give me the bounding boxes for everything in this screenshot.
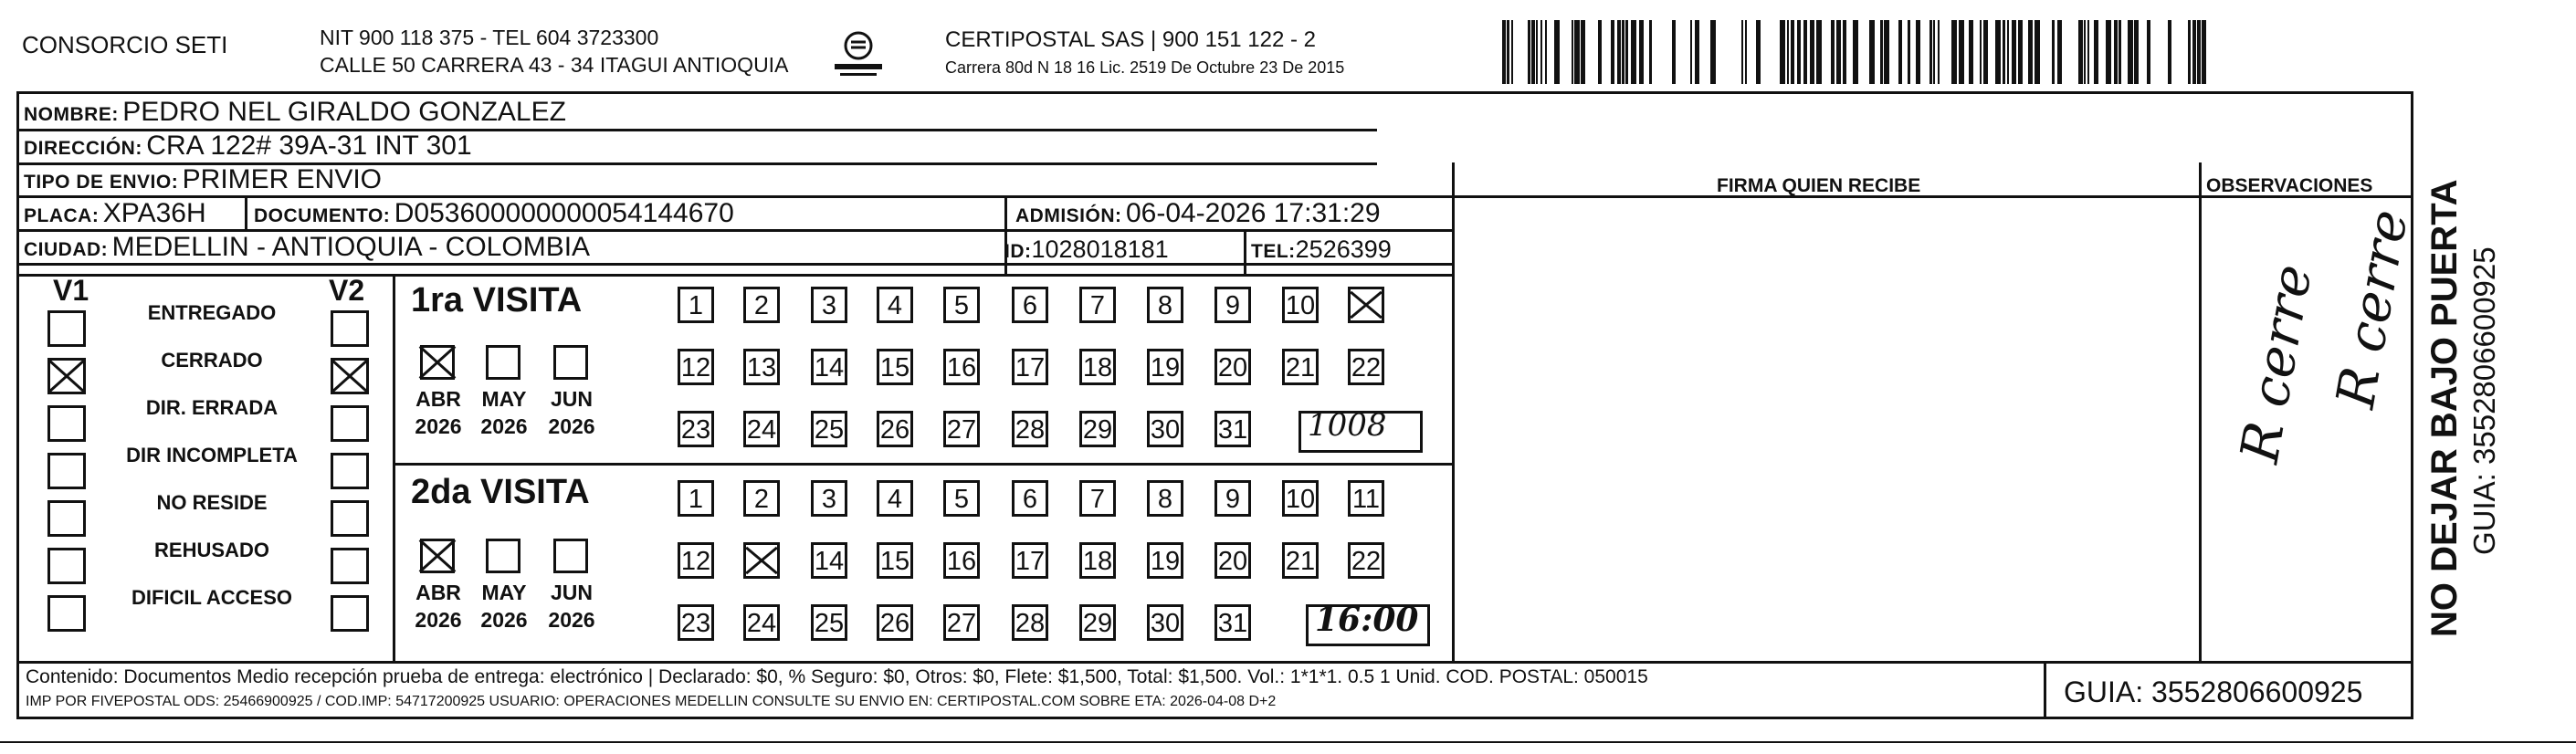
direccion-value: CRA 122# 39A-31 INT 301 <box>146 131 472 161</box>
status-option-label: NO RESIDE <box>156 491 268 514</box>
day-box[interactable]: 22 <box>1348 542 1384 579</box>
day-box[interactable]: 20 <box>1214 542 1251 579</box>
month-checkbox[interactable] <box>486 345 520 380</box>
footer-line1: Contenido: Documentos Medio recepción prueba de entrega: electrónico | Declarado: $0, % Seguro: $0, Otros: $0, Flete: $1,500, Total: $1,500. Vol.: 1*1*1. 0.5 1 Unid. COD. POSTAL: 050015 <box>26 666 1648 687</box>
day-box[interactable]: 2 <box>743 480 780 517</box>
status-option-label: DIR. ERRADA <box>145 396 279 419</box>
day-box[interactable]: 27 <box>943 604 980 641</box>
day-box[interactable]: 22 <box>1348 349 1384 385</box>
day-box[interactable]: 14 <box>811 542 847 579</box>
year-label: 2026 <box>480 414 528 438</box>
tel-row: TEL:2526399 <box>1251 236 1392 263</box>
day-box[interactable]: 24 <box>743 604 780 641</box>
handwritten-time-1: 1008 <box>1308 407 1387 444</box>
day-box[interactable]: 30 <box>1147 411 1183 447</box>
certipostal-sub: Carrera 80d N 18 16 Lic. 2519 De Octubre 23 De 2015 <box>945 58 1345 77</box>
day-box[interactable]: 13 <box>743 349 780 385</box>
year-label: 2026 <box>548 608 595 632</box>
day-box[interactable]: 26 <box>877 604 913 641</box>
day-box[interactable]: 23 <box>678 604 714 641</box>
month-checkbox[interactable] <box>553 539 588 573</box>
v2-checkbox[interactable] <box>331 453 369 489</box>
tipo-value: PRIMER ENVIO <box>182 164 383 194</box>
day-box[interactable]: 21 <box>1282 542 1319 579</box>
day-box[interactable]: 28 <box>1012 411 1048 447</box>
year-label: 2026 <box>548 414 595 438</box>
month-checkbox[interactable] <box>486 539 520 573</box>
day-box[interactable]: 2 <box>743 287 780 323</box>
day-box[interactable]: 19 <box>1147 349 1183 385</box>
day-box[interactable]: 17 <box>1012 542 1048 579</box>
month-label: JUN <box>550 387 593 411</box>
v1-checkbox[interactable] <box>47 310 86 347</box>
day-box[interactable]: 30 <box>1147 604 1183 641</box>
day-box[interactable]: 18 <box>1079 542 1116 579</box>
day-box[interactable]: 26 <box>877 411 913 447</box>
day-box[interactable]: 16 <box>943 349 980 385</box>
status-option-label: REHUSADO <box>154 539 269 561</box>
month-label: MAY <box>481 581 527 604</box>
documento-row: DOCUMENTO: D053600000000054144670 <box>254 198 734 228</box>
day-box[interactable]: 7 <box>1079 480 1116 517</box>
day-box[interactable]: 15 <box>877 542 913 579</box>
day-box[interactable]: 4 <box>877 287 913 323</box>
nombre-value: PEDRO NEL GIRALDO GONZALEZ <box>122 97 566 127</box>
v1-checkbox[interactable] <box>47 453 86 489</box>
month-label: ABR <box>415 387 461 411</box>
day-box[interactable]: 6 <box>1012 287 1048 323</box>
v1-checkbox[interactable] <box>47 500 86 537</box>
day-box[interactable]: 27 <box>943 411 980 447</box>
month-label: ABR <box>415 581 461 604</box>
day-box[interactable]: 21 <box>1282 349 1319 385</box>
admision-value: 06-04-2026 17:31:29 <box>1125 198 1381 228</box>
day-box[interactable]: 15 <box>877 349 913 385</box>
v1-checkbox[interactable] <box>47 548 86 584</box>
day-box[interactable]: 8 <box>1147 287 1183 323</box>
month-checkbox[interactable] <box>420 345 455 380</box>
ciudad-value: MEDELLIN - ANTIOQUIA - COLOMBIA <box>111 232 591 262</box>
month-label: JUN <box>550 581 593 604</box>
v2-checkbox[interactable] <box>331 595 369 632</box>
day-box[interactable]: 19 <box>1147 542 1183 579</box>
year-label: 2026 <box>415 608 462 632</box>
day-box[interactable] <box>743 542 780 579</box>
v1-checkbox[interactable] <box>47 405 86 442</box>
certipostal-line: CERTIPOSTAL SAS | 900 151 122 - 2 <box>945 27 1316 52</box>
year-label: 2026 <box>415 414 462 438</box>
month-checkbox[interactable] <box>420 539 455 573</box>
observaciones-label: OBSERVACIONES <box>2206 175 2373 196</box>
day-box[interactable]: 9 <box>1214 287 1251 323</box>
day-box[interactable]: 3 <box>811 287 847 323</box>
day-box[interactable]: 29 <box>1079 604 1116 641</box>
day-box[interactable]: 23 <box>678 411 714 447</box>
handwritten-note-2: R cerre <box>2324 204 2420 413</box>
documento-value: D053600000000054144670 <box>394 198 734 228</box>
v1-checkbox[interactable] <box>47 595 86 632</box>
year-label: 2026 <box>480 608 528 632</box>
day-box[interactable]: 11 <box>1348 480 1384 517</box>
day-box[interactable]: 9 <box>1214 480 1251 517</box>
day-box[interactable]: 7 <box>1079 287 1116 323</box>
tipo-row: TIPO DE ENVIO: PRIMER ENVIO <box>24 164 383 194</box>
day-box[interactable]: 16 <box>943 542 980 579</box>
address-line: CALLE 50 CARRERA 43 - 34 ITAGUI ANTIOQUIA <box>320 53 789 77</box>
tel-value: 2526399 <box>1295 236 1392 263</box>
footer-guia: GUIA: 3552806600925 <box>2064 675 2363 708</box>
day-box[interactable]: 18 <box>1079 349 1116 385</box>
day-box[interactable]: 29 <box>1079 411 1116 447</box>
direccion-row: DIRECCIÓN: CRA 122# 39A-31 INT 301 <box>24 131 472 161</box>
v2-checkbox[interactable] <box>331 405 369 442</box>
ciudad-row: CIUDAD: MEDELLIN - ANTIOQUIA - COLOMBIA <box>24 232 591 262</box>
handwritten-note-1: R cerre <box>2228 259 2324 467</box>
day-box[interactable]: 8 <box>1147 480 1183 517</box>
v1-label: V1 <box>53 274 89 307</box>
day-box[interactable]: 25 <box>811 411 847 447</box>
company-name: CONSORCIO SETI <box>22 31 228 58</box>
status-option-label: CERRADO <box>161 349 263 372</box>
visit1-title: 1ra VISITA <box>411 281 583 319</box>
certipostal-logo <box>831 27 886 82</box>
v2-checkbox[interactable] <box>331 500 369 537</box>
status-option-label: DIFICIL ACCESO <box>131 586 292 609</box>
v1-checkbox[interactable] <box>47 358 86 394</box>
day-box[interactable]: 1 <box>678 480 714 517</box>
day-box[interactable]: 10 <box>1282 287 1319 323</box>
placa-value: XPA36H <box>102 198 206 228</box>
v2-checkbox[interactable] <box>331 358 369 394</box>
nit-line: NIT 900 118 375 - TEL 604 3723300 <box>320 26 659 49</box>
day-box[interactable]: 5 <box>943 480 980 517</box>
day-box[interactable]: 24 <box>743 411 780 447</box>
v2-checkbox[interactable] <box>331 310 369 347</box>
day-box[interactable]: 4 <box>877 480 913 517</box>
id-value: 1028018181 <box>1031 236 1169 263</box>
day-box[interactable]: 31 <box>1214 411 1251 447</box>
day-box[interactable]: 31 <box>1214 604 1251 641</box>
day-box[interactable] <box>1348 287 1384 323</box>
day-box[interactable]: 20 <box>1214 349 1251 385</box>
barcode <box>1502 20 2233 84</box>
day-box[interactable]: 14 <box>811 349 847 385</box>
day-box[interactable]: 28 <box>1012 604 1048 641</box>
day-box[interactable]: 12 <box>678 542 714 579</box>
day-box[interactable]: 3 <box>811 480 847 517</box>
v2-label: V2 <box>329 274 365 307</box>
day-box[interactable]: 5 <box>943 287 980 323</box>
day-box[interactable]: 25 <box>811 604 847 641</box>
v2-checkbox[interactable] <box>331 548 369 584</box>
handwritten-time-2: 16:00 <box>1315 601 1419 639</box>
status-option-label: DIR INCOMPLETA <box>126 444 298 466</box>
placa-row: PLACA: XPA36H <box>24 198 206 228</box>
firma-label: FIRMA QUIEN RECIBE <box>1717 175 1921 196</box>
nombre-row: NOMBRE: PEDRO NEL GIRALDO GONZALEZ <box>24 97 566 127</box>
day-box[interactable]: 1 <box>678 287 714 323</box>
status-option-label: ENTREGADO <box>147 301 277 324</box>
day-box[interactable]: 17 <box>1012 349 1048 385</box>
admision-row: ADMISIÓN: 06-04-2026 17:31:29 <box>1015 198 1381 228</box>
no-dejar-bajo-puerta: NO DEJAR BAJO PUERTA <box>2424 179 2465 637</box>
footer-line2: IMP POR FIVEPOSTAL ODS: 25466900925 / COD.IMP: 54717200925 USUARIO: OPERACIONES MEDELLIN CONSULTE SU ENVIO EN: CERTIPOSTAL.COM SOBRE ETA: 2026-04-08 D+2 <box>26 694 1277 709</box>
side-guia: GUIA: 3552806600925 <box>2467 246 2501 555</box>
day-box[interactable]: 6 <box>1012 480 1048 517</box>
day-box[interactable]: 12 <box>678 349 714 385</box>
visit2-title: 2da VISITA <box>411 473 590 511</box>
month-label: MAY <box>481 387 527 411</box>
day-box[interactable]: 10 <box>1282 480 1319 517</box>
month-checkbox[interactable] <box>553 345 588 380</box>
id-row: ID:1028018181 <box>1004 236 1169 263</box>
